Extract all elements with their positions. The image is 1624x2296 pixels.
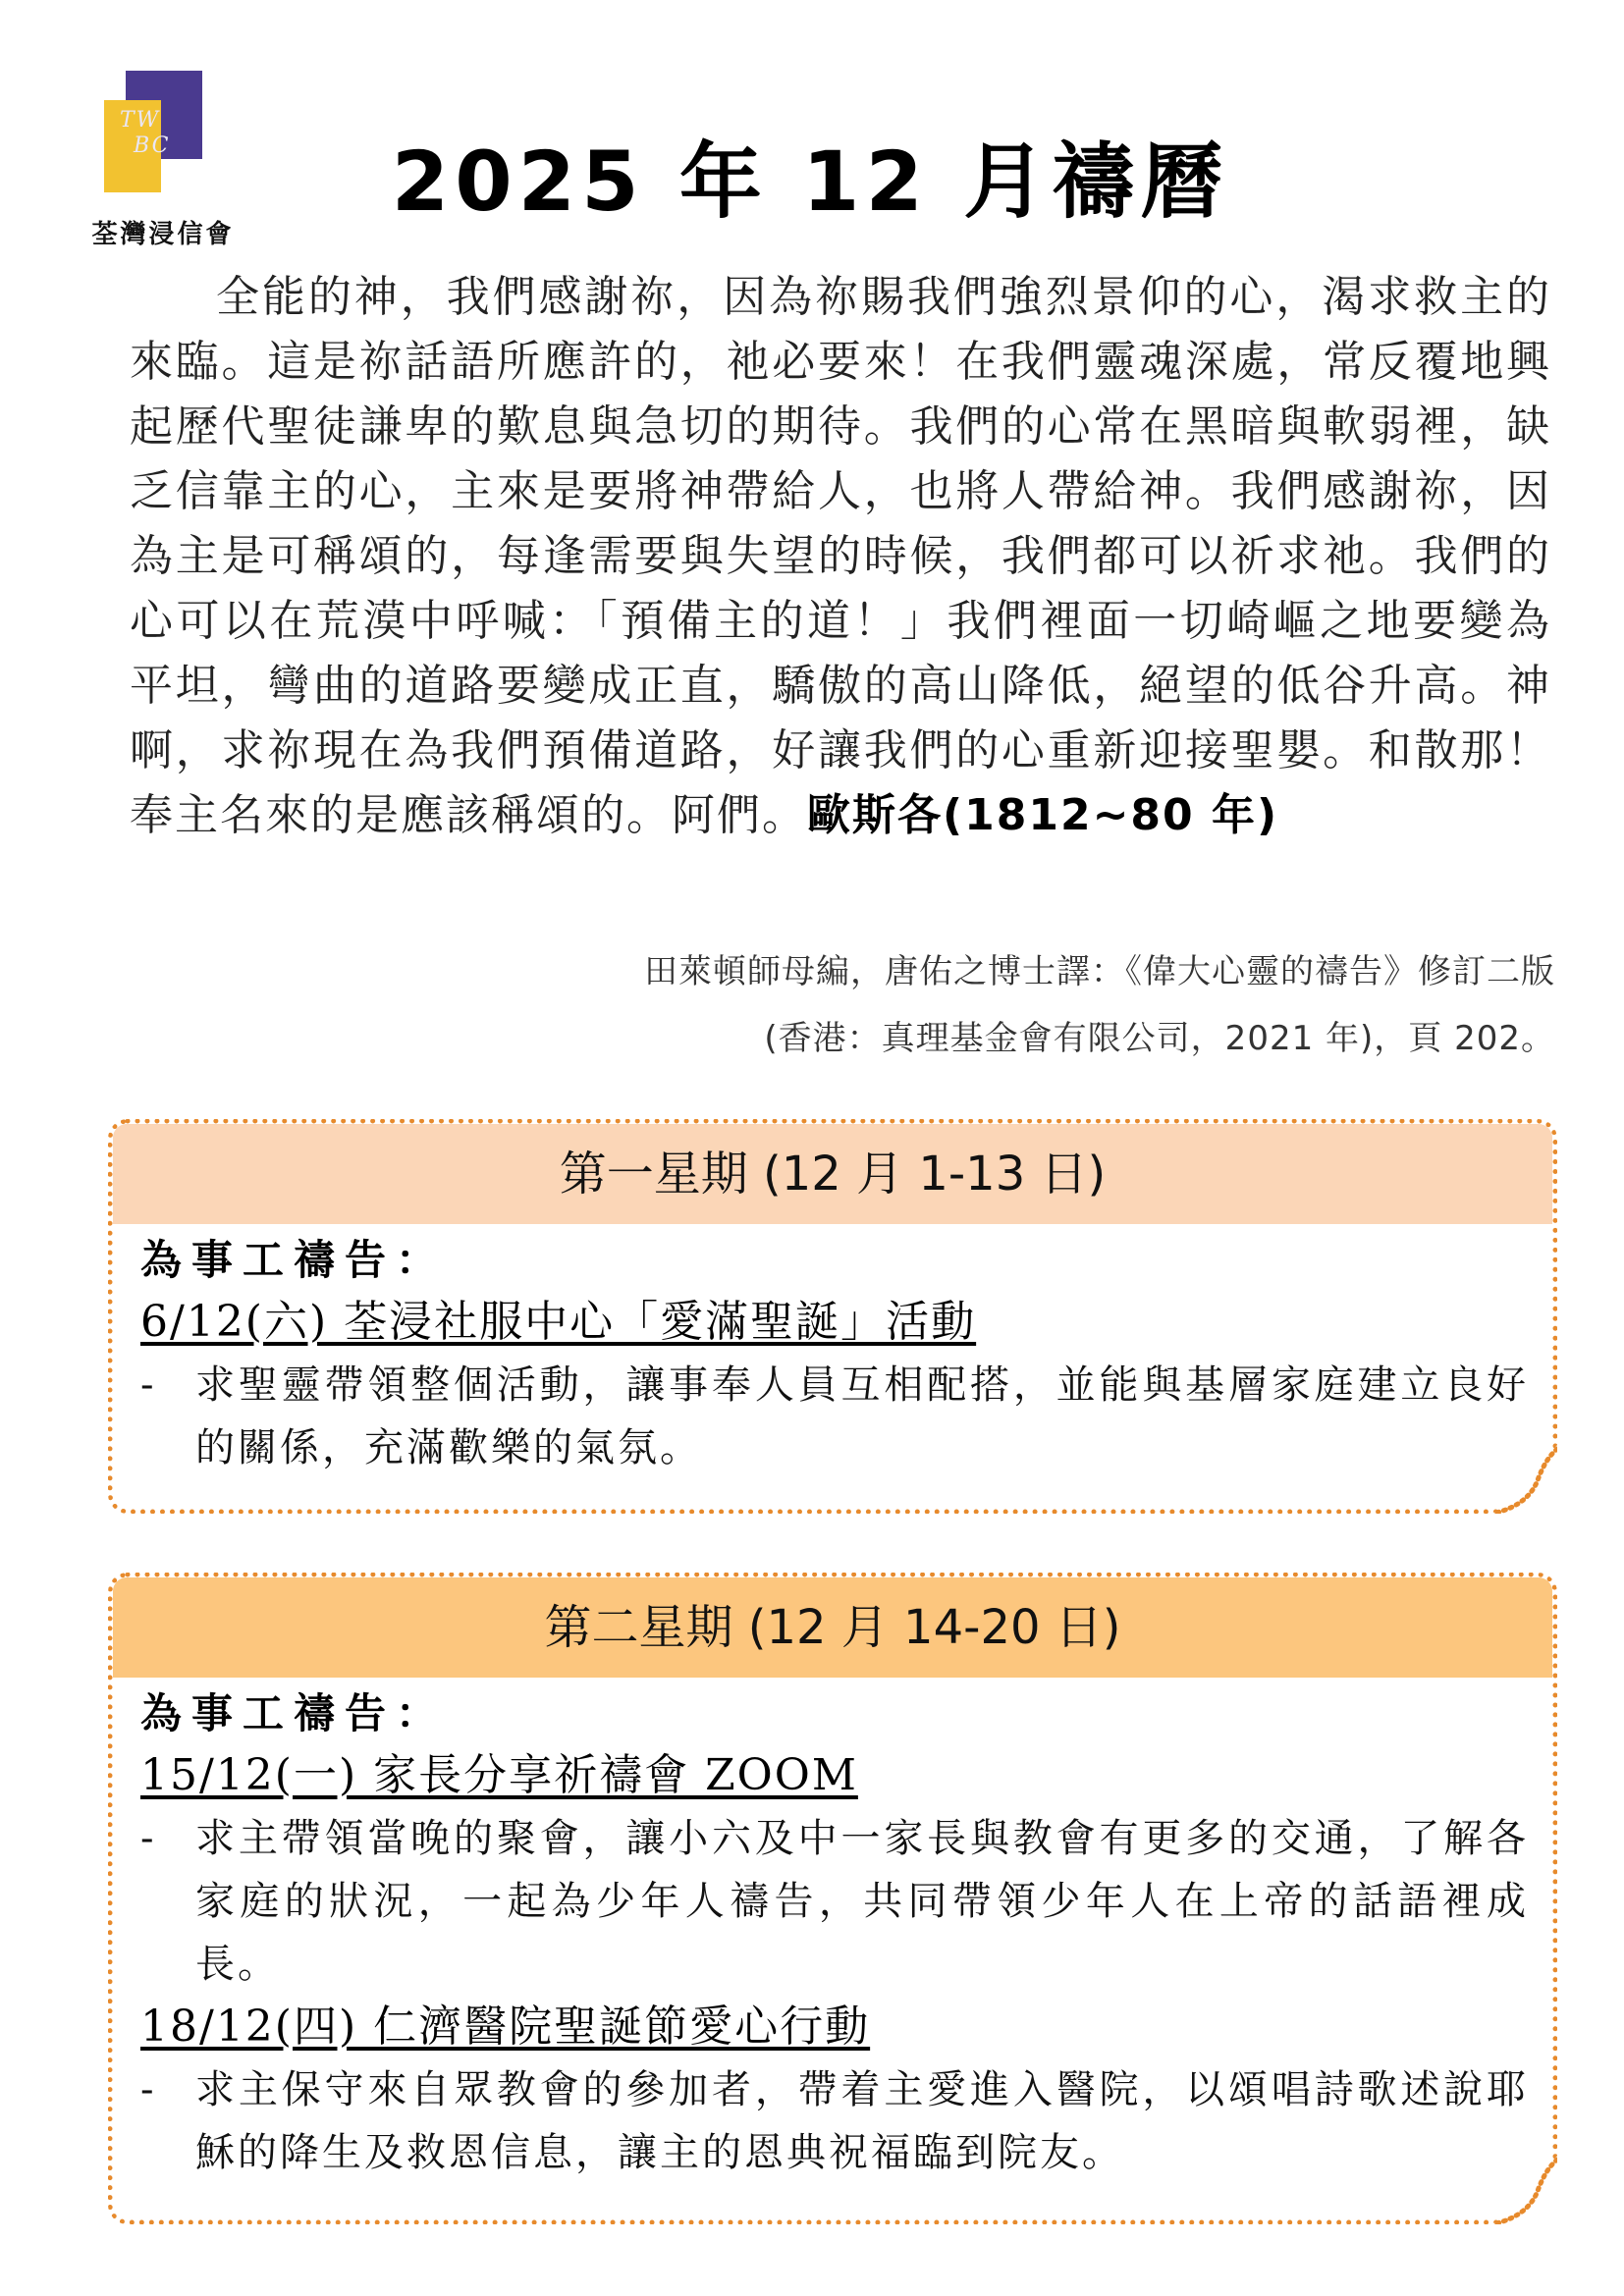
week-1-section-title: 為事工禱告： [140,1236,448,1284]
week-2-event-1-item [140,1807,1529,1996]
week-2-header: 第二星期 (12 月 14-20 日) [113,1577,1552,1678]
week-2-event-2-title: 18/12(四) 仁濟醫院聖誕節愛心行動 [140,2002,871,2052]
logo-letters [120,108,198,159]
bullet-dash: - [140,1362,157,1408]
bullet-dash: - [140,2067,157,2112]
week-1-box [108,1119,1557,1514]
week-1-event-1-item [140,1354,1529,1479]
week-1-header: 第一星期 (12 月 1-13 日) [113,1124,1552,1224]
page-title: 2025 年 12 月禱曆 [391,133,1229,230]
week-1-event-1-text: 求聖靈帶領整個活動，讓事奉人員互相配搭，並能與基層家庭建立良好的關係，充滿歡樂的氣氛。 [195,1362,1529,1470]
logo-letters-line1: TW [120,108,161,133]
week-2-event-1-text: 求主帶領當晚的聚會，讓小六及中一家長與教會有更多的交通，了解各家庭的狀況，一起為少年人禱告，共同帶領少年人在上帝的話語裡成長。 [195,1816,1529,1987]
source-citation-line1: 田萊頓師母編，唐佑之博士譯：《偉大心靈的禱告》修訂二版 [644,952,1555,991]
church-name: 荃灣浸信會 [91,220,235,249]
bullet-dash: - [140,1816,157,1861]
week-2-body [113,1678,1552,2184]
week-1-event-1-title: 6/12(六) 荃浸社服中心「愛滿聖誕」活動 [140,1297,977,1347]
logo-letters-line2: BC [134,133,171,158]
logo-mark [104,71,202,192]
page-curl-icon [1489,2156,1557,2224]
prayer-text: 全能的神，我們感謝祢，因為祢賜我們強烈景仰的心，渴求救主的來臨。這是祢話語所應許的，祂必要來！在我們靈魂深處，常反覆地興起歷代聖徒謙卑的歎息與急切的期待。我們的心常在黑暗與軟弱裡，缺乏信靠主的心，主來是要將神帶給人，也將人帶給神。我們感謝祢，因為主是可稱頌的，每逢需要與失望的時候，我們都可以祈求祂。我們的心可以在荒漠中呼喊：「預備主的道！」我們裡面一切崎嶇之地要變為平坦，彎曲的道路要變成正直，驕傲的高山降低，絕望的低谷升高。神啊，求祢現在為我們預備道路，好讓我們的心重新迎接聖嬰。和散那！奉主名來的是應該稱頌的。阿們。 [130,272,1551,840]
prayer-paragraph [130,265,1551,848]
week-2-event-1-title: 15/12(一) 家長分享祈禱會 ZOOM [140,1750,858,1800]
prayer-author: 歐斯各(1812~80 年) [807,790,1279,840]
source-citation-line2: (香港：真理基金會有限公司，2021 年)，頁 202。 [764,1019,1555,1058]
week-1-body [113,1224,1552,1479]
week-2-event-2-text: 求主保守來自眾教會的參加者，帶着主愛進入醫院，以頌唱詩歌述說耶穌的降生及救恩信息，讓主的恩典祝福臨到院友。 [195,2067,1529,2175]
church-logo [91,71,249,249]
week-2-section-title: 為事工禱告： [140,1689,448,1737]
week-2-box [108,1573,1557,2224]
page-curl-icon [1489,1445,1557,1514]
week-2-event-2-item [140,2058,1529,2184]
